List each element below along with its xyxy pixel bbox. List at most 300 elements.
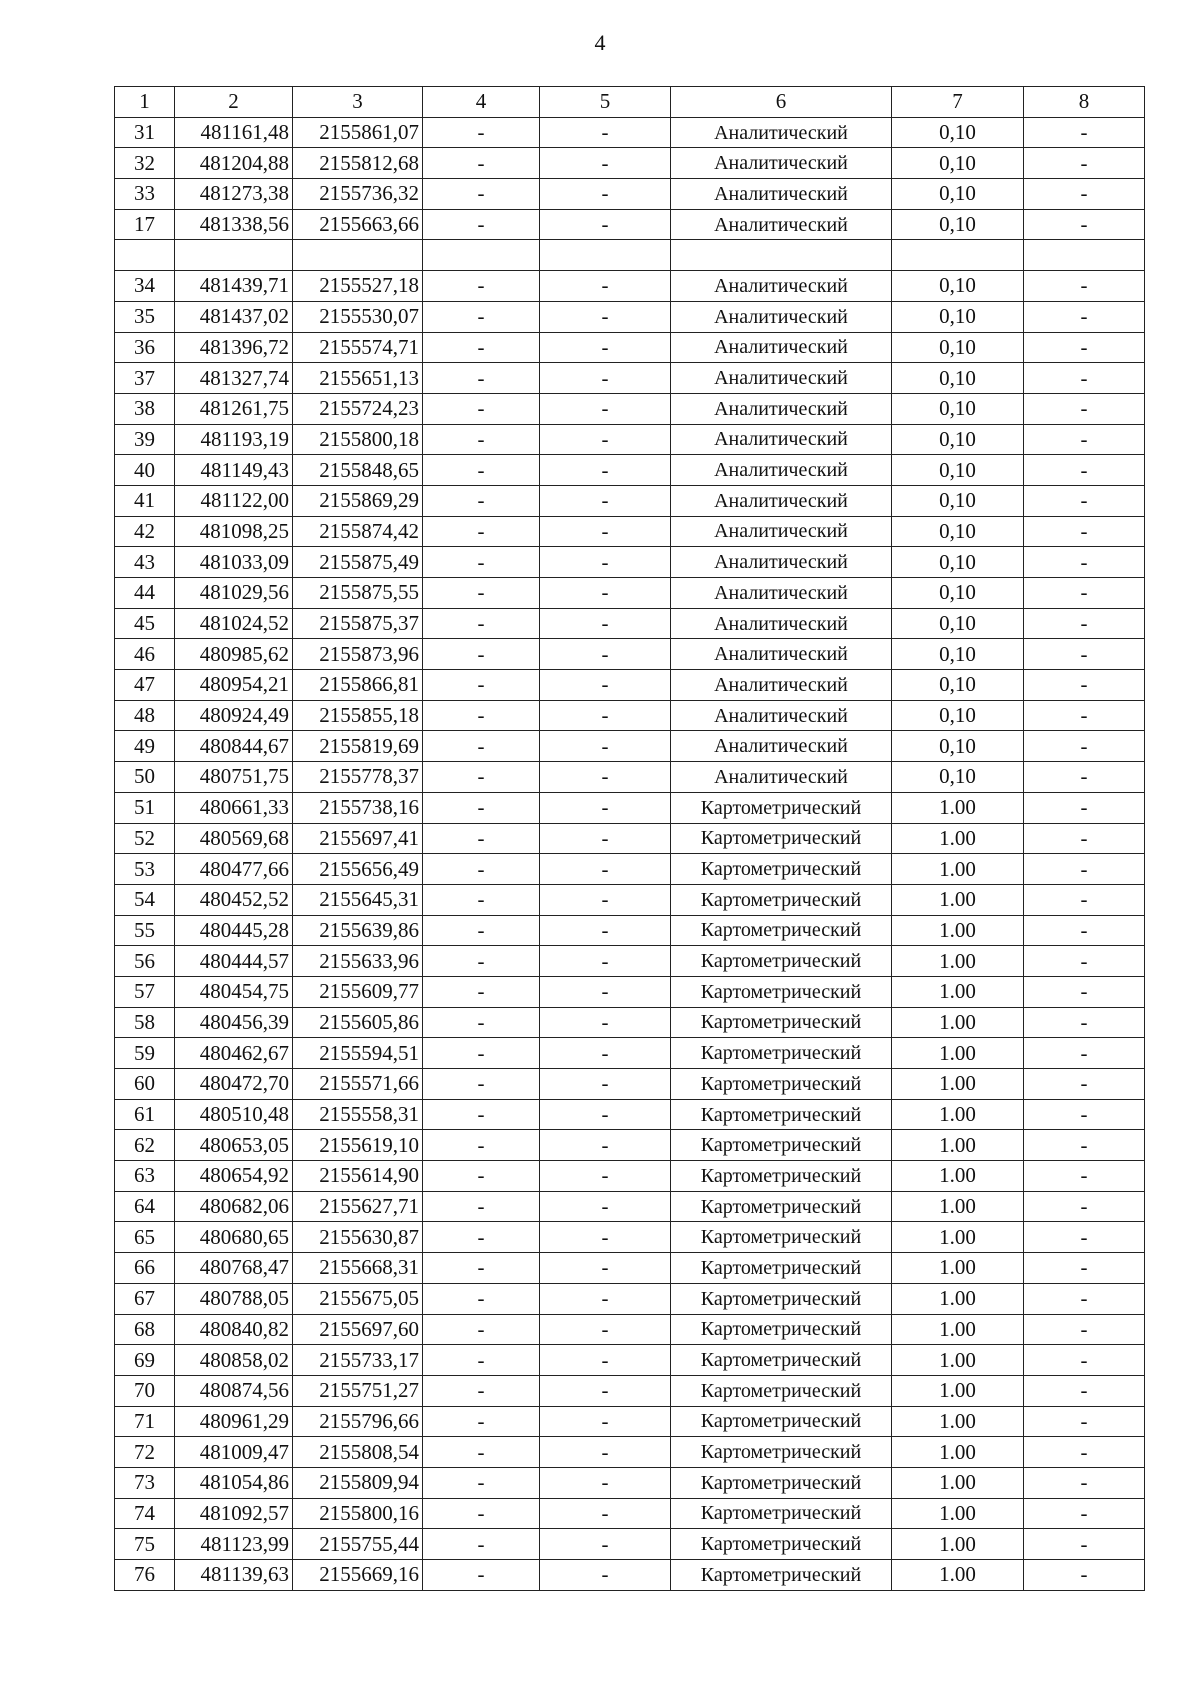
y-coordinate-cell: 2155819,69 xyxy=(293,731,423,762)
x-coordinate-cell: 480454,75 xyxy=(175,976,293,1007)
col-4-value-cell: - xyxy=(423,455,540,486)
y-coordinate-cell: 2155778,37 xyxy=(293,762,423,793)
point-number-cell: 58 xyxy=(115,1007,175,1038)
table-header xyxy=(115,87,1145,118)
col-5-value-cell: - xyxy=(540,1099,671,1130)
col-4-value-cell: - xyxy=(423,1498,540,1529)
point-number-cell: 50 xyxy=(115,762,175,793)
col-5-value-cell: - xyxy=(540,915,671,946)
method-cell: Аналитический xyxy=(671,209,892,240)
accuracy-cell: 0,10 xyxy=(892,608,1024,639)
col-8-value-cell: - xyxy=(1024,1467,1145,1498)
col-4-value-cell: - xyxy=(423,1314,540,1345)
y-coordinate-cell: 2155675,05 xyxy=(293,1283,423,1314)
method-cell: Картометрический xyxy=(671,1437,892,1468)
point-number-cell: 68 xyxy=(115,1314,175,1345)
col-5-value-cell: - xyxy=(540,547,671,578)
col-5-value-cell: - xyxy=(540,455,671,486)
point-number-cell: 59 xyxy=(115,1038,175,1069)
table-row xyxy=(115,179,1145,210)
accuracy-cell: 1.00 xyxy=(892,1467,1024,1498)
col-8-value-cell: - xyxy=(1024,363,1145,394)
accuracy-cell: 0,10 xyxy=(892,639,1024,670)
accuracy-cell: 1.00 xyxy=(892,1375,1024,1406)
col-8-value-cell: - xyxy=(1024,1529,1145,1560)
col-8-value-cell: - xyxy=(1024,915,1145,946)
method-cell: Аналитический xyxy=(671,547,892,578)
col-4-value-cell: - xyxy=(423,1345,540,1376)
col-8-value-cell: - xyxy=(1024,547,1145,578)
x-coordinate-cell: 481396,72 xyxy=(175,332,293,363)
point-number-cell: 42 xyxy=(115,516,175,547)
x-coordinate-cell: 480924,49 xyxy=(175,700,293,731)
table-row xyxy=(115,1038,1145,1069)
col-8-value-cell: - xyxy=(1024,1560,1145,1591)
col-8-value-cell: - xyxy=(1024,792,1145,823)
col-8-value-cell: - xyxy=(1024,1253,1145,1284)
col-8-value-cell: - xyxy=(1024,854,1145,885)
col-4-value-cell: - xyxy=(423,301,540,332)
y-coordinate-cell: 2155558,31 xyxy=(293,1099,423,1130)
accuracy-cell: 1.00 xyxy=(892,1038,1024,1069)
table-row xyxy=(115,1222,1145,1253)
col-4-value-cell: - xyxy=(423,485,540,516)
accuracy-cell: 0,10 xyxy=(892,179,1024,210)
point-number-cell: 57 xyxy=(115,976,175,1007)
col-8-value-cell: - xyxy=(1024,1345,1145,1376)
col-8-value-cell: - xyxy=(1024,271,1145,302)
point-number-cell xyxy=(115,240,175,271)
point-number-cell: 75 xyxy=(115,1529,175,1560)
col-8-value-cell: - xyxy=(1024,485,1145,516)
y-coordinate-cell: 2155669,16 xyxy=(293,1560,423,1591)
col-5-value-cell: - xyxy=(540,148,671,179)
header-row xyxy=(115,87,1145,118)
col-8-value-cell: - xyxy=(1024,1437,1145,1468)
col-4-value-cell: - xyxy=(423,1406,540,1437)
col-8-value-cell: - xyxy=(1024,670,1145,701)
col-8-value-cell: - xyxy=(1024,1130,1145,1161)
col-4-value-cell: - xyxy=(423,547,540,578)
x-coordinate-cell: 481327,74 xyxy=(175,363,293,394)
col-5-value-cell: - xyxy=(540,823,671,854)
x-coordinate-cell: 480682,06 xyxy=(175,1191,293,1222)
col-4-value-cell: - xyxy=(423,424,540,455)
col-4-value-cell: - xyxy=(423,976,540,1007)
x-coordinate-cell: 481054,86 xyxy=(175,1467,293,1498)
point-number-cell: 31 xyxy=(115,117,175,148)
point-number-cell: 69 xyxy=(115,1345,175,1376)
col-5-value-cell: - xyxy=(540,1560,671,1591)
table-row xyxy=(115,148,1145,179)
x-coordinate-cell: 480510,48 xyxy=(175,1099,293,1130)
col-5-value-cell: - xyxy=(540,117,671,148)
y-coordinate-cell: 2155738,16 xyxy=(293,792,423,823)
col-8-value-cell: - xyxy=(1024,1069,1145,1100)
table-row xyxy=(115,1529,1145,1560)
accuracy-cell: 1.00 xyxy=(892,915,1024,946)
y-coordinate-cell: 2155796,66 xyxy=(293,1406,423,1437)
col-4-value-cell: - xyxy=(423,670,540,701)
y-coordinate-cell: 2155875,49 xyxy=(293,547,423,578)
x-coordinate-cell: 481123,99 xyxy=(175,1529,293,1560)
table-row xyxy=(115,639,1145,670)
col-8-value-cell: - xyxy=(1024,823,1145,854)
accuracy-cell: 0,10 xyxy=(892,271,1024,302)
y-coordinate-cell: 2155733,17 xyxy=(293,1345,423,1376)
table-row xyxy=(115,854,1145,885)
col-5-value-cell: - xyxy=(540,608,671,639)
col-8-value-cell: - xyxy=(1024,516,1145,547)
method-cell: Картометрический xyxy=(671,884,892,915)
col-5-value-cell: - xyxy=(540,301,671,332)
method-cell: Аналитический xyxy=(671,271,892,302)
point-number-cell: 66 xyxy=(115,1253,175,1284)
col-4-value-cell: - xyxy=(423,731,540,762)
col-8-value-cell: - xyxy=(1024,762,1145,793)
col-4-value-cell: - xyxy=(423,209,540,240)
x-coordinate-cell: 480477,66 xyxy=(175,854,293,885)
point-number-cell: 37 xyxy=(115,363,175,394)
method-cell: Аналитический xyxy=(671,117,892,148)
column-header-1: 1 xyxy=(115,87,175,118)
col-8-value-cell: - xyxy=(1024,884,1145,915)
x-coordinate-cell: 480462,67 xyxy=(175,1038,293,1069)
accuracy-cell: 0,10 xyxy=(892,148,1024,179)
col-8-value-cell: - xyxy=(1024,1161,1145,1192)
x-coordinate-cell: 481437,02 xyxy=(175,301,293,332)
point-number-cell: 67 xyxy=(115,1283,175,1314)
x-coordinate-cell: 481139,63 xyxy=(175,1560,293,1591)
method-cell: Аналитический xyxy=(671,578,892,609)
col-5-value-cell: - xyxy=(540,762,671,793)
table-row xyxy=(115,1099,1145,1130)
col-5-value-cell xyxy=(540,240,671,271)
point-number-cell: 17 xyxy=(115,209,175,240)
x-coordinate-cell: 480680,65 xyxy=(175,1222,293,1253)
col-8-value-cell: - xyxy=(1024,1406,1145,1437)
point-number-cell: 39 xyxy=(115,424,175,455)
y-coordinate-cell: 2155574,71 xyxy=(293,332,423,363)
col-5-value-cell: - xyxy=(540,854,671,885)
table-row xyxy=(115,700,1145,731)
col-8-value-cell: - xyxy=(1024,608,1145,639)
col-4-value-cell: - xyxy=(423,1467,540,1498)
col-4-value-cell: - xyxy=(423,1069,540,1100)
x-coordinate-cell: 481092,57 xyxy=(175,1498,293,1529)
x-coordinate-cell: 480661,33 xyxy=(175,792,293,823)
col-5-value-cell: - xyxy=(540,424,671,455)
col-4-value-cell: - xyxy=(423,332,540,363)
x-coordinate-cell: 480858,02 xyxy=(175,1345,293,1376)
col-5-value-cell: - xyxy=(540,332,671,363)
y-coordinate-cell: 2155755,44 xyxy=(293,1529,423,1560)
col-5-value-cell: - xyxy=(540,363,671,394)
accuracy-cell: 1.00 xyxy=(892,792,1024,823)
col-8-value-cell: - xyxy=(1024,1222,1145,1253)
y-coordinate-cell xyxy=(293,240,423,271)
method-cell: Картометрический xyxy=(671,854,892,885)
accuracy-cell: 0,10 xyxy=(892,363,1024,394)
col-5-value-cell: - xyxy=(540,1069,671,1100)
y-coordinate-cell: 2155663,66 xyxy=(293,209,423,240)
method-cell: Картометрический xyxy=(671,1283,892,1314)
x-coordinate-cell: 480654,92 xyxy=(175,1161,293,1192)
col-5-value-cell: - xyxy=(540,209,671,240)
y-coordinate-cell: 2155645,31 xyxy=(293,884,423,915)
col-8-value-cell: - xyxy=(1024,1191,1145,1222)
table-row xyxy=(115,976,1145,1007)
point-number-cell: 35 xyxy=(115,301,175,332)
point-number-cell: 38 xyxy=(115,393,175,424)
col-5-value-cell: - xyxy=(540,1314,671,1345)
point-number-cell: 49 xyxy=(115,731,175,762)
col-8-value-cell: - xyxy=(1024,1007,1145,1038)
col-8-value-cell: - xyxy=(1024,1283,1145,1314)
col-4-value-cell: - xyxy=(423,1222,540,1253)
x-coordinate-cell: 480985,62 xyxy=(175,639,293,670)
x-coordinate-cell: 480954,21 xyxy=(175,670,293,701)
method-cell: Аналитический xyxy=(671,670,892,701)
table-row xyxy=(115,393,1145,424)
method-cell: Аналитический xyxy=(671,301,892,332)
x-coordinate-cell: 481149,43 xyxy=(175,455,293,486)
x-coordinate-cell: 480569,68 xyxy=(175,823,293,854)
method-cell: Аналитический xyxy=(671,485,892,516)
method-cell: Картометрический xyxy=(671,792,892,823)
col-8-value-cell: - xyxy=(1024,179,1145,210)
col-4-value-cell: - xyxy=(423,884,540,915)
table-body xyxy=(115,117,1145,1590)
method-cell: Картометрический xyxy=(671,915,892,946)
table-row xyxy=(115,608,1145,639)
table-row xyxy=(115,578,1145,609)
accuracy-cell: 1.00 xyxy=(892,1253,1024,1284)
table-row xyxy=(115,946,1145,977)
y-coordinate-cell: 2155873,96 xyxy=(293,639,423,670)
method-cell: Аналитический xyxy=(671,393,892,424)
col-5-value-cell: - xyxy=(540,946,671,977)
x-coordinate-cell: 481029,56 xyxy=(175,578,293,609)
table-row xyxy=(115,1007,1145,1038)
col-4-value-cell: - xyxy=(423,608,540,639)
method-cell: Картометрический xyxy=(671,823,892,854)
col-8-value-cell: - xyxy=(1024,393,1145,424)
method-cell: Картометрический xyxy=(671,1406,892,1437)
table-row xyxy=(115,424,1145,455)
table-row xyxy=(115,762,1145,793)
method-cell: Аналитический xyxy=(671,762,892,793)
y-coordinate-cell: 2155527,18 xyxy=(293,271,423,302)
x-coordinate-cell: 480445,28 xyxy=(175,915,293,946)
method-cell: Картометрический xyxy=(671,1007,892,1038)
method-cell: Аналитический xyxy=(671,424,892,455)
x-coordinate-cell: 480768,47 xyxy=(175,1253,293,1284)
accuracy-cell: 1.00 xyxy=(892,1130,1024,1161)
coordinates-table xyxy=(114,86,1145,1591)
point-number-cell: 53 xyxy=(115,854,175,885)
x-coordinate-cell: 480444,57 xyxy=(175,946,293,977)
table-row xyxy=(115,117,1145,148)
point-number-cell: 33 xyxy=(115,179,175,210)
col-4-value-cell: - xyxy=(423,854,540,885)
method-cell xyxy=(671,240,892,271)
method-cell: Аналитический xyxy=(671,148,892,179)
accuracy-cell: 0,10 xyxy=(892,578,1024,609)
table-row xyxy=(115,731,1145,762)
table-row xyxy=(115,332,1145,363)
method-cell: Картометрический xyxy=(671,1467,892,1498)
accuracy-cell: 1.00 xyxy=(892,1007,1024,1038)
table-row xyxy=(115,1283,1145,1314)
point-number-cell: 52 xyxy=(115,823,175,854)
col-4-value-cell: - xyxy=(423,762,540,793)
col-4-value-cell: - xyxy=(423,363,540,394)
point-number-cell: 55 xyxy=(115,915,175,946)
accuracy-cell: 0,10 xyxy=(892,455,1024,486)
y-coordinate-cell: 2155609,77 xyxy=(293,976,423,1007)
point-number-cell: 65 xyxy=(115,1222,175,1253)
table-row xyxy=(115,915,1145,946)
method-cell: Картометрический xyxy=(671,976,892,1007)
accuracy-cell: 1.00 xyxy=(892,1498,1024,1529)
col-4-value-cell: - xyxy=(423,117,540,148)
col-5-value-cell: - xyxy=(540,731,671,762)
y-coordinate-cell: 2155639,86 xyxy=(293,915,423,946)
y-coordinate-cell: 2155751,27 xyxy=(293,1375,423,1406)
x-coordinate-cell: 480840,82 xyxy=(175,1314,293,1345)
col-4-value-cell: - xyxy=(423,179,540,210)
point-number-cell: 60 xyxy=(115,1069,175,1100)
col-8-value-cell: - xyxy=(1024,1038,1145,1069)
method-cell: Картометрический xyxy=(671,1345,892,1376)
y-coordinate-cell: 2155875,55 xyxy=(293,578,423,609)
y-coordinate-cell: 2155736,32 xyxy=(293,179,423,210)
y-coordinate-cell: 2155651,13 xyxy=(293,363,423,394)
point-number-cell: 73 xyxy=(115,1467,175,1498)
table-row xyxy=(115,1069,1145,1100)
y-coordinate-cell: 2155619,10 xyxy=(293,1130,423,1161)
accuracy-cell: 0,10 xyxy=(892,731,1024,762)
col-5-value-cell: - xyxy=(540,179,671,210)
point-number-cell: 74 xyxy=(115,1498,175,1529)
col-4-value-cell: - xyxy=(423,1375,540,1406)
col-4-value-cell: - xyxy=(423,1038,540,1069)
point-number-cell: 34 xyxy=(115,271,175,302)
method-cell: Аналитический xyxy=(671,516,892,547)
col-5-value-cell: - xyxy=(540,1007,671,1038)
col-8-value-cell: - xyxy=(1024,117,1145,148)
point-number-cell: 45 xyxy=(115,608,175,639)
col-4-value-cell: - xyxy=(423,1099,540,1130)
accuracy-cell: 1.00 xyxy=(892,1161,1024,1192)
accuracy-cell: 0,10 xyxy=(892,762,1024,793)
col-5-value-cell: - xyxy=(540,700,671,731)
table-row xyxy=(115,1191,1145,1222)
col-5-value-cell: - xyxy=(540,976,671,1007)
col-5-value-cell: - xyxy=(540,639,671,670)
accuracy-cell: 0,10 xyxy=(892,485,1024,516)
table-row xyxy=(115,1560,1145,1591)
col-5-value-cell: - xyxy=(540,1437,671,1468)
y-coordinate-cell: 2155800,18 xyxy=(293,424,423,455)
y-coordinate-cell: 2155594,51 xyxy=(293,1038,423,1069)
x-coordinate-cell: 481193,19 xyxy=(175,424,293,455)
x-coordinate-cell: 481122,00 xyxy=(175,485,293,516)
col-5-value-cell: - xyxy=(540,1130,671,1161)
col-4-value-cell: - xyxy=(423,1283,540,1314)
column-header-3: 3 xyxy=(293,87,423,118)
accuracy-cell: 1.00 xyxy=(892,823,1024,854)
col-8-value-cell: - xyxy=(1024,946,1145,977)
col-4-value-cell: - xyxy=(423,1130,540,1161)
x-coordinate-cell: 480456,39 xyxy=(175,1007,293,1038)
col-4-value-cell: - xyxy=(423,1191,540,1222)
table-row xyxy=(115,485,1145,516)
point-number-cell: 63 xyxy=(115,1161,175,1192)
point-number-cell: 36 xyxy=(115,332,175,363)
accuracy-cell: 1.00 xyxy=(892,1437,1024,1468)
point-number-cell: 56 xyxy=(115,946,175,977)
table-row xyxy=(115,547,1145,578)
page-number: 4 xyxy=(594,30,606,55)
col-8-value-cell: - xyxy=(1024,976,1145,1007)
point-number-cell: 43 xyxy=(115,547,175,578)
point-number-cell: 64 xyxy=(115,1191,175,1222)
col-4-value-cell: - xyxy=(423,1161,540,1192)
point-number-cell: 41 xyxy=(115,485,175,516)
col-4-value-cell: - xyxy=(423,823,540,854)
table-row xyxy=(115,792,1145,823)
column-header-8: 8 xyxy=(1024,87,1145,118)
col-8-value-cell: - xyxy=(1024,455,1145,486)
col-4-value-cell xyxy=(423,240,540,271)
point-number-cell: 61 xyxy=(115,1099,175,1130)
col-5-value-cell: - xyxy=(540,1161,671,1192)
column-header-6: 6 xyxy=(671,87,892,118)
accuracy-cell xyxy=(892,240,1024,271)
x-coordinate-cell xyxy=(175,240,293,271)
col-5-value-cell: - xyxy=(540,1375,671,1406)
accuracy-cell: 0,10 xyxy=(892,424,1024,455)
method-cell: Картометрический xyxy=(671,1191,892,1222)
x-coordinate-cell: 481204,88 xyxy=(175,148,293,179)
x-coordinate-cell: 480788,05 xyxy=(175,1283,293,1314)
col-5-value-cell: - xyxy=(540,1191,671,1222)
x-coordinate-cell: 481161,48 xyxy=(175,117,293,148)
col-5-value-cell: - xyxy=(540,792,671,823)
col-4-value-cell: - xyxy=(423,946,540,977)
point-number-cell: 40 xyxy=(115,455,175,486)
method-cell: Картометрический xyxy=(671,1498,892,1529)
x-coordinate-cell: 481024,52 xyxy=(175,608,293,639)
col-4-value-cell: - xyxy=(423,639,540,670)
method-cell: Аналитический xyxy=(671,639,892,670)
method-cell: Аналитический xyxy=(671,700,892,731)
y-coordinate-cell: 2155633,96 xyxy=(293,946,423,977)
col-8-value-cell: - xyxy=(1024,1314,1145,1345)
y-coordinate-cell: 2155697,41 xyxy=(293,823,423,854)
col-5-value-cell: - xyxy=(540,1345,671,1376)
method-cell: Аналитический xyxy=(671,363,892,394)
col-5-value-cell: - xyxy=(540,271,671,302)
accuracy-cell: 0,10 xyxy=(892,301,1024,332)
accuracy-cell: 1.00 xyxy=(892,1314,1024,1345)
col-4-value-cell: - xyxy=(423,516,540,547)
accuracy-cell: 1.00 xyxy=(892,1222,1024,1253)
point-number-cell: 54 xyxy=(115,884,175,915)
table-row xyxy=(115,516,1145,547)
